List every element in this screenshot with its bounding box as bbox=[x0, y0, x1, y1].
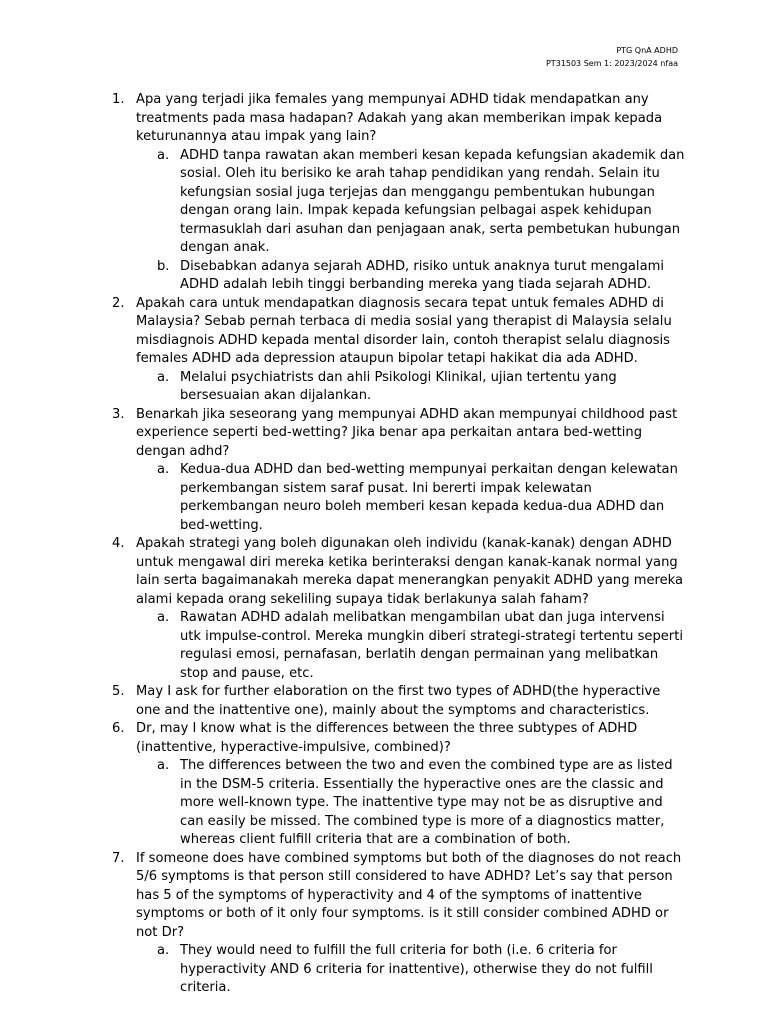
question-item bbox=[100, 406, 685, 536]
header-title: PTG QnA ADHD bbox=[616, 46, 678, 55]
answer-item bbox=[136, 461, 685, 535]
answer-list bbox=[136, 147, 685, 295]
answer-letter: a. bbox=[157, 462, 170, 477]
question-text: Apakah cara untuk mendapatkan diagnosis secara tepat untuk females ADHD di Malaysia? Sebab pernah terbaca di media sosial yang therapist di Malaysia selalu misdiagnois ADHD kepada mental disorder lain, contoh therapist selalu diagnosis females ADHD ada depression ataupun bipolar tetapi hakikat dia ada ADHD. bbox=[136, 295, 672, 366]
question-text: Dr, may I know what is the differences between the three subtypes of ADHD (inattentive, hyperactive-impulsive, combined)? bbox=[136, 721, 638, 755]
question-number: 2. bbox=[112, 295, 125, 311]
question-number: 3. bbox=[112, 406, 125, 422]
page-header bbox=[546, 44, 678, 70]
answer-letter: a. bbox=[157, 943, 170, 958]
answer-list bbox=[136, 461, 685, 535]
answer-text: Melalui psychiatrists dan ahli Psikologi Klinikal, ujian tertentu yang bersesuaian akan dijalankan. bbox=[180, 369, 617, 403]
header-course-info: PT31503 Sem 1: 2023/2024 nfaa bbox=[545, 59, 678, 68]
answer-item bbox=[136, 757, 685, 850]
question-item bbox=[100, 850, 685, 998]
answer-item bbox=[136, 258, 685, 295]
answer-item bbox=[136, 942, 685, 998]
question-number: 4. bbox=[112, 536, 125, 551]
answer-text: They would need to fulfill the full criteria for both (i.e. 6 criteria for hyperactivity AND 6 criteria for inattentive), otherwise they do not fulfill criteria. bbox=[180, 943, 653, 995]
question-number: 6. bbox=[112, 721, 125, 736]
answer-text: Rawatan ADHD adalah melibatkan mengambilan ubat dan juga intervensi utk impulse-control. Mereka mungkin diberi strategi-strategi tertentu seperti regulasi emosi, pernafasan, berlatih dengan permainan yang melibatkan stop and pause, etc. bbox=[180, 610, 683, 681]
answer-letter: a. bbox=[157, 758, 170, 773]
question-item bbox=[100, 91, 685, 295]
answer-item bbox=[136, 147, 685, 258]
answer-letter: a. bbox=[157, 610, 170, 625]
answer-text: The differences between the two and even the combined type are as listed in the DSM-5 criteria. Essentially the hyperactive ones are the classic and more well-known type. The inattentive type may not be as disruptive and can easily be missed. The combined type is more of a diagnostics matter, whereas client fulfill criteria that are a combination of both. bbox=[180, 758, 673, 847]
question-text: Apa yang terjadi jika females yang mempunyai ADHD tidak mendapatkan any treatments pada masa hadapan? Adakah yang akan memberikan impak kepada keturunannya atau impak yang lain? bbox=[136, 92, 663, 144]
answer-text: ADHD tanpa rawatan akan memberi kesan kepada kefungsian akademik dan sosial. Oleh itu berisiko ke arah tahap pendidikan yang rendah. Selain itu kefungsian sosial juga terjejas dan menggangu pembentukan hubungan dengan orang lain. Impak kepada kefungsian pelbagai aspek kehidupan termasuklah dari asuhan dan penjagaan anak, serta pembetukan hubungan dengan anak. bbox=[180, 147, 685, 255]
question-number: 1. bbox=[112, 92, 125, 107]
answer-letter: a. bbox=[157, 147, 170, 163]
question-item bbox=[100, 683, 685, 720]
question-number: 5. bbox=[112, 684, 125, 699]
answer-letter: b. bbox=[157, 258, 170, 274]
answer-list bbox=[136, 369, 685, 406]
answer-letter: a. bbox=[157, 369, 170, 385]
answer-list bbox=[136, 609, 685, 683]
question-list bbox=[100, 91, 685, 998]
question-text: May I ask for further elaboration on the first two types of ADHD(the hyperactive one and the inattentive one), mainly about the symptoms and characteristics. bbox=[136, 684, 661, 718]
qna-content bbox=[100, 91, 685, 998]
answer-list bbox=[136, 942, 685, 998]
question-number: 7. bbox=[112, 850, 125, 866]
answer-list bbox=[136, 757, 685, 850]
answer-item bbox=[136, 369, 685, 406]
answer-item bbox=[136, 609, 685, 683]
answer-text: Disebabkan adanya sejarah ADHD, risiko untuk anaknya turut mengalami ADHD adalah lebih tinggi berbanding mereka yang tiada sejarah ADHD. bbox=[180, 258, 664, 292]
question-item bbox=[100, 295, 685, 406]
question-item bbox=[100, 535, 685, 683]
question-item bbox=[100, 720, 685, 850]
answer-text: Kedua-dua ADHD dan bed-wetting mempunyai perkaitan dengan kelewatan perkembangan sistem saraf pusat. Ini bererti impak kelewatan perkembangan neuro boleh memberi kesan kepada kedua-dua ADHD dan bed-wetting. bbox=[180, 462, 678, 533]
question-text: Apakah strategi yang boleh digunakan oleh individu (kanak-kanak) dengan ADHD untuk mengawal diri mereka ketika berinteraksi dengan kanak-kanak normal yang lain serta bagaimanakah mereka dapat menerangkan penyakit ADHD yang mereka alami kepada orang sekeliling supaya tidak berlakunya salah faham? bbox=[136, 536, 684, 607]
question-text: If someone does have combined symptoms but both of the diagnoses do not reach 5/6 symptoms is that person still considered to have ADHD? Let’s say that person has 5 of the symptoms of hyperactivity and 4 of the symptoms of inattentive symptoms or both of it only four symptoms. is it still consider combined ADHD or not Dr? bbox=[136, 850, 682, 940]
question-text: Benarkah jika seseorang yang mempunyai ADHD akan mempunyai childhood past experience seperti bed-wetting? Jika benar apa perkaitan antara bed-wetting dengan adhd? bbox=[136, 406, 678, 459]
